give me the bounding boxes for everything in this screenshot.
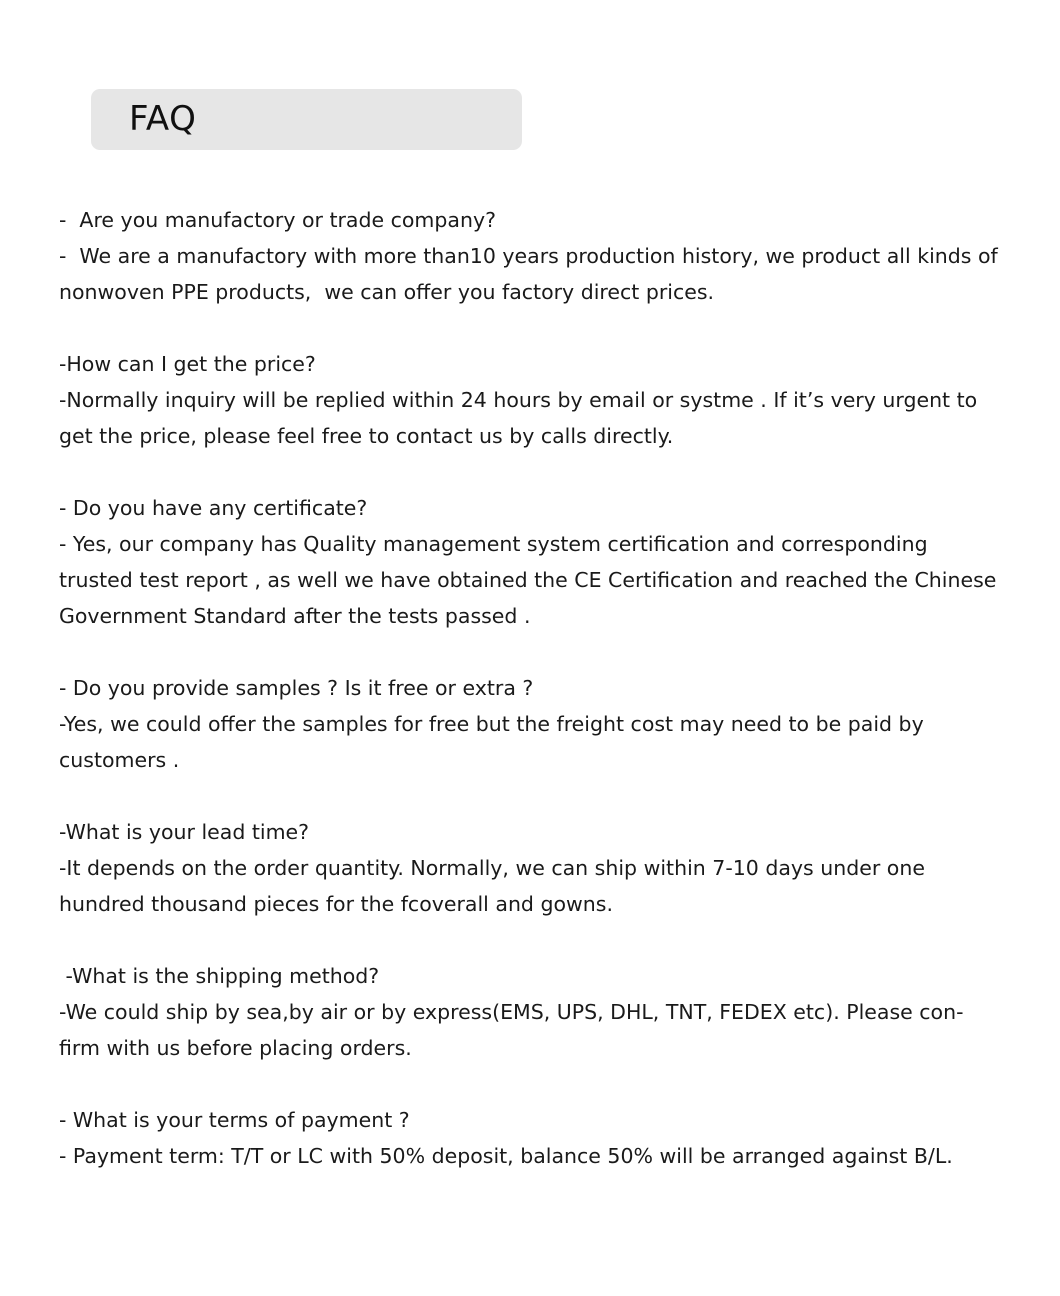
faq-question: -How can I get the price?: [59, 352, 316, 376]
faq-question: - Do you have any certificate?: [59, 496, 368, 520]
faq-answer: -We could ship by sea,by air or by express(EMS, UPS, DHL, TNT, FEDEX etc). Please con-firm with us before placing orders.: [59, 1000, 964, 1060]
faq-list: [59, 202, 1005, 1210]
faq-question: - Are you manufactory or trade company?: [59, 208, 496, 232]
faq-item-manufactory: [59, 202, 1005, 310]
faq-question: - Do you provide samples ? Is it free or extra ?: [59, 676, 534, 700]
faq-item-lead-time: [59, 814, 999, 922]
faq-question: -What is your lead time?: [59, 820, 310, 844]
faq-header: [91, 89, 522, 150]
faq-answer: -Normally inquiry will be replied within 24 hours by email or systme . If it’s very urgent to get the price, please feel free to contact us by calls directly.: [59, 388, 984, 448]
faq-answer: - Payment term: T/T or LC with 50% deposit, balance 50% will be arranged against B/L.: [59, 1144, 953, 1168]
faq-answer: -It depends on the order quantity. Normally, we can ship within 7-10 days under one hundred thousand pieces for the fcoverall and gowns.: [59, 856, 932, 916]
faq-item-shipping: [59, 958, 999, 1066]
faq-answer: - We are a manufactory with more than10 years production history, we product all kinds of nonwoven PPE products, we can offer you factory direct prices.: [59, 244, 1005, 304]
faq-answer: -Yes, we could offer the samples for free but the freight cost may need to be paid by customers .: [59, 712, 931, 772]
faq-question: -What is the shipping method?: [59, 964, 380, 988]
faq-item-payment: [59, 1102, 999, 1174]
page-title: FAQ: [129, 99, 197, 139]
faq-answer: - Yes, our company has Quality management system certification and corresponding trusted test report , as well we have obtained the CE Certification and reached the Chinese Government Standard after the tests passed .: [59, 532, 1003, 628]
faq-item-samples: [59, 670, 999, 778]
faq-question: - What is your terms of payment ?: [59, 1108, 410, 1132]
faq-item-price: [59, 346, 999, 454]
faq-item-certificate: [59, 490, 1003, 634]
